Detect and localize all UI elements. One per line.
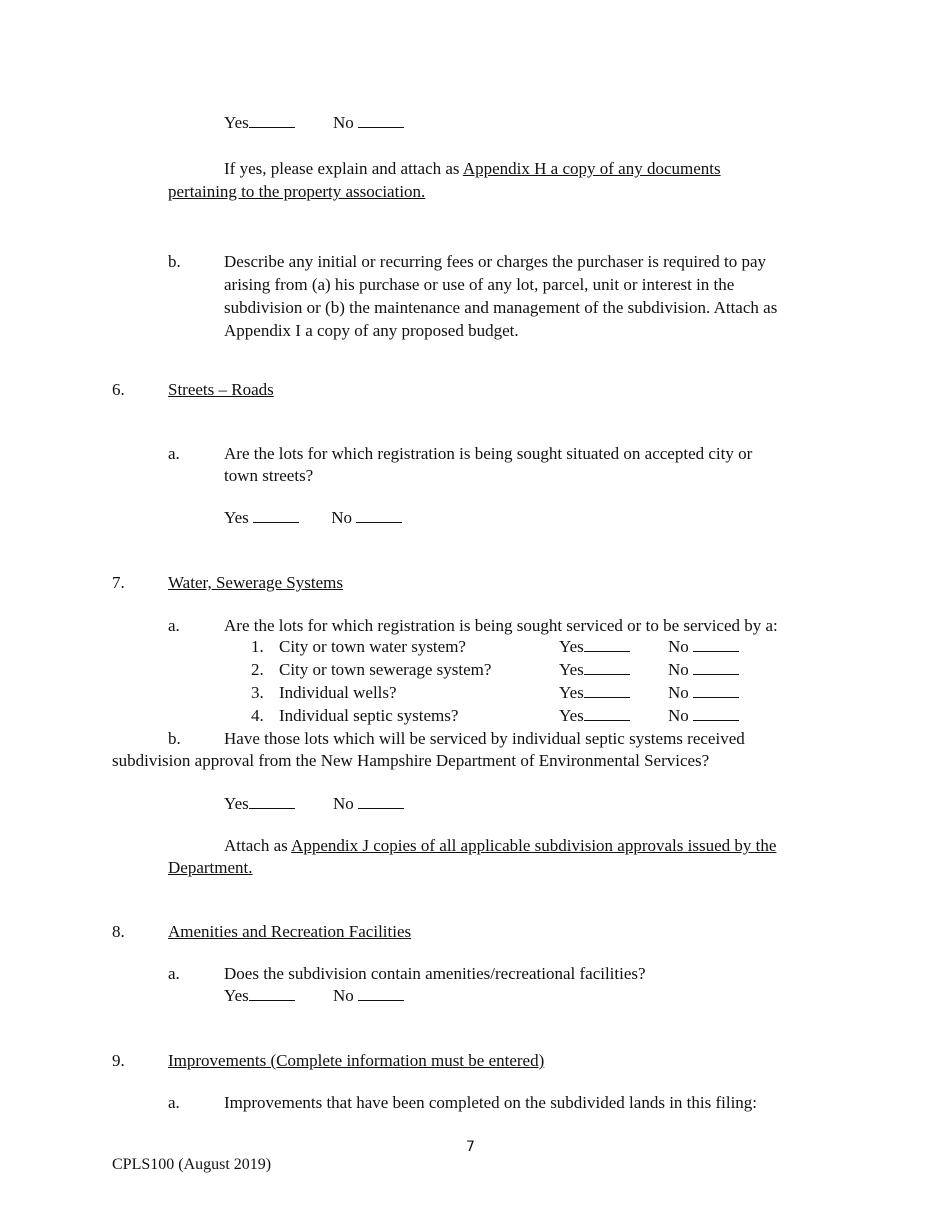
yes-blank[interactable]	[584, 659, 630, 675]
association-explain-line1: If yes, please explain and attach as Appendix H a copy of any documents	[224, 159, 721, 178]
section-7b-line1: Have those lots which will be serviced by individual septic systems received	[224, 729, 745, 748]
yes-blank[interactable]	[253, 507, 299, 523]
water-item-1-num: 1.	[251, 637, 264, 656]
section-6a-letter: a.	[168, 444, 180, 463]
no-blank[interactable]	[693, 636, 739, 652]
attach-appendix-j-line1: Attach as Appendix J copies of all applicable subdivision approvals issued by the	[224, 836, 777, 855]
no-blank[interactable]	[693, 705, 739, 721]
no-blank[interactable]	[356, 507, 402, 523]
section-9a-text: Improvements that have been completed on the subdivided lands in this filing:	[224, 1093, 758, 1112]
section-9-title: Improvements (Complete information must be entered)	[168, 1051, 545, 1070]
appendix-h-link: Appendix H a copy of any documents	[462, 159, 721, 178]
yes-blank[interactable]	[249, 985, 295, 1001]
section-6a-line2: town streets?	[224, 466, 314, 485]
item-b-letter: b.	[168, 252, 181, 271]
no-label: No	[331, 508, 353, 527]
water-item-4-text: Individual septic systems?	[279, 706, 459, 725]
section-7b-letter: b.	[168, 729, 181, 748]
water-item-1-text: City or town water system?	[279, 637, 466, 656]
item-b-line2: arising from (a) his purchase or use of any lot, parcel, unit or interest in the	[224, 275, 735, 294]
yes-blank[interactable]	[249, 793, 295, 809]
no-blank[interactable]	[358, 793, 404, 809]
water-item-4-yesno: Yes No	[559, 705, 739, 727]
section-8a-text: Does the subdivision contain amenities/recreational facilities?	[224, 964, 646, 983]
water-item-2-yesno: Yes No	[559, 659, 739, 681]
section-9-number: 9.	[112, 1051, 125, 1070]
item-b-line4: Appendix I a copy of any proposed budget.	[224, 321, 519, 340]
water-item-3-num: 3.	[251, 683, 264, 702]
water-item-2-text: City or town sewerage system?	[279, 660, 492, 679]
yes-blank[interactable]	[584, 636, 630, 652]
yes-label: Yes	[224, 113, 249, 132]
section-8-number: 8.	[112, 922, 125, 941]
section-9a-letter: a.	[168, 1093, 180, 1112]
item-b-line3: subdivision or (b) the maintenance and management of the subdivision. Attach as	[224, 298, 778, 317]
yes-no-row-streets	[224, 507, 402, 529]
no-blank[interactable]	[693, 682, 739, 698]
yes-no-row-amenities: Yes No	[224, 985, 404, 1007]
section-6a-line1: Are the lots for which registration is being sought situated on accepted city or	[224, 444, 753, 463]
section-7-number: 7.	[112, 573, 125, 592]
yes-no-row-association	[224, 112, 404, 134]
yes-blank[interactable]	[584, 682, 630, 698]
association-explain-line2: pertaining to the property association.	[168, 182, 426, 201]
water-item-3-yesno: Yes No	[559, 682, 739, 704]
attach-appendix-j-line2: Department.	[168, 858, 253, 877]
section-7a-letter: a.	[168, 616, 180, 635]
page-number: 7	[466, 1139, 475, 1155]
item-b-line1: Describe any initial or recurring fees or charges the purchaser is required to pay	[224, 252, 767, 271]
no-blank[interactable]	[358, 112, 404, 128]
yes-blank[interactable]	[249, 112, 295, 128]
water-item-4-num: 4.	[251, 706, 264, 725]
section-7a-text: Are the lots for which registration is being sought serviced or to be serviced by a:	[224, 616, 778, 635]
section-6-number: 6.	[112, 380, 125, 399]
section-7-title: Water, Sewerage Systems	[168, 573, 343, 592]
water-item-2-num: 2.	[251, 660, 264, 679]
form-id: CPLS100 (August 2019)	[112, 1156, 272, 1173]
section-8-title: Amenities and Recreation Facilities	[168, 922, 412, 941]
section-8a-letter: a.	[168, 964, 180, 983]
no-blank[interactable]	[358, 985, 404, 1001]
water-item-1-yesno: Yes No	[559, 636, 739, 658]
yes-label: Yes	[224, 508, 249, 527]
appendix-j-link: Appendix J copies of all applicable subdivision approvals issued by the	[291, 836, 777, 855]
yes-blank[interactable]	[584, 705, 630, 721]
water-item-3-text: Individual wells?	[279, 683, 397, 702]
no-blank[interactable]	[693, 659, 739, 675]
section-6-title: Streets – Roads	[168, 380, 274, 399]
no-label: No	[333, 113, 354, 132]
yes-no-row-septic: Yes No	[224, 793, 404, 815]
section-7b-line2: subdivision approval from the New Hampshire Department of Environmental Services?	[112, 751, 710, 770]
